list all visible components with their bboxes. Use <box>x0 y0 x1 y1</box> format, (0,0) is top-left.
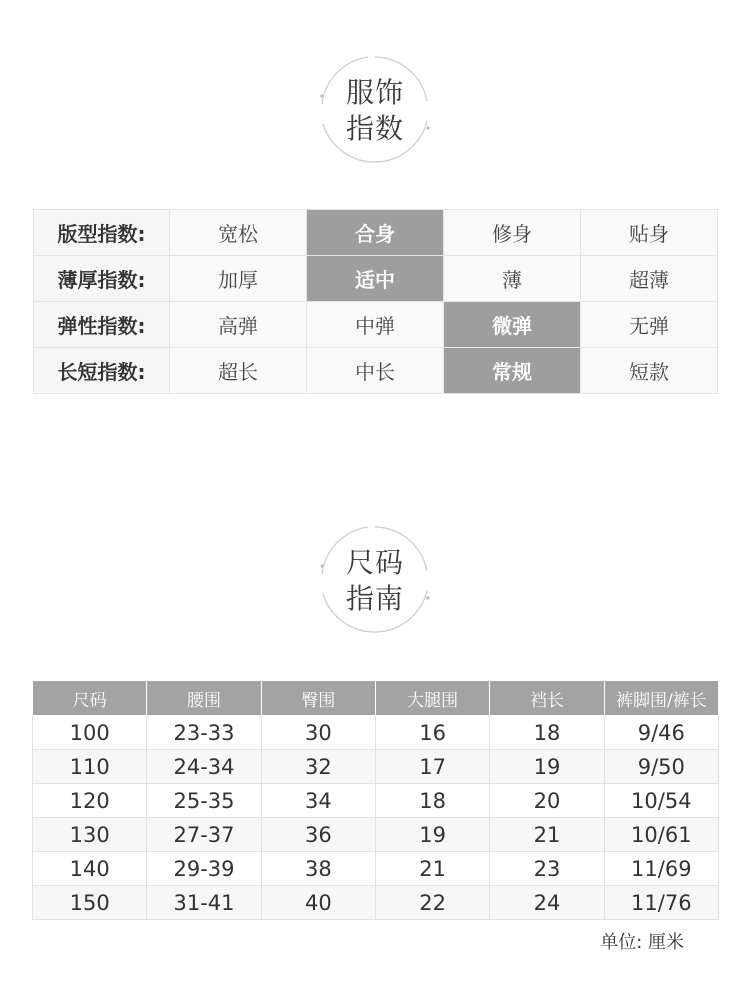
table-row <box>33 716 719 750</box>
size-cell: 24-34 <box>147 750 261 784</box>
clothing-index-badge <box>320 56 430 166</box>
size-cell: 11/76 <box>604 886 718 920</box>
size-cell: 10/61 <box>604 818 718 852</box>
size-cell: 140 <box>33 852 147 886</box>
size-column-header: 臀围 <box>261 681 375 716</box>
fit-option-selected: 适中 <box>307 256 444 302</box>
size-column-header: 裤脚围/裤长 <box>604 681 718 716</box>
size-cell: 16 <box>375 716 489 750</box>
size-cell: 11/69 <box>604 852 718 886</box>
size-cell: 30 <box>261 716 375 750</box>
size-cell: 34 <box>261 784 375 818</box>
size-column-header: 腰围 <box>147 681 261 716</box>
fit-option: 宽松 <box>170 210 307 256</box>
size-cell: 32 <box>261 750 375 784</box>
fit-option: 中弹 <box>307 302 444 348</box>
size-column-header: 大腿围 <box>375 681 489 716</box>
size-cell: 120 <box>33 784 147 818</box>
table-row <box>33 818 719 852</box>
size-cell: 29-39 <box>147 852 261 886</box>
size-cell: 110 <box>33 750 147 784</box>
fit-option: 无弹 <box>581 302 718 348</box>
fit-index-label: 薄厚指数: <box>34 256 170 302</box>
table-row <box>33 886 719 920</box>
size-cell: 150 <box>33 886 147 920</box>
badge-title-line1: 服饰 <box>345 76 404 109</box>
fit-index-label: 弹性指数: <box>34 302 170 348</box>
table-row <box>33 750 719 784</box>
fit-option-selected: 常规 <box>444 348 581 394</box>
size-cell: 23 <box>490 852 604 886</box>
size-cell: 9/50 <box>604 750 718 784</box>
fit-index-row <box>34 256 718 302</box>
fit-option: 高弹 <box>170 302 307 348</box>
size-guide-badge <box>320 526 430 636</box>
size-cell: 21 <box>375 852 489 886</box>
size-cell: 31-41 <box>147 886 261 920</box>
fit-option: 贴身 <box>581 210 718 256</box>
fit-index-row <box>34 210 718 256</box>
fit-index-row <box>34 302 718 348</box>
size-cell: 18 <box>490 716 604 750</box>
size-cell: 25-35 <box>147 784 261 818</box>
size-cell: 10/54 <box>604 784 718 818</box>
size-cell: 21 <box>490 818 604 852</box>
fit-option: 短款 <box>581 348 718 394</box>
size-cell: 40 <box>261 886 375 920</box>
size-cell: 19 <box>375 818 489 852</box>
size-column-header: 尺码 <box>33 681 147 716</box>
size-cell: 19 <box>490 750 604 784</box>
size-column-header: 裆长 <box>490 681 604 716</box>
size-cell: 17 <box>375 750 489 784</box>
fit-option: 修身 <box>444 210 581 256</box>
fit-option: 超长 <box>170 348 307 394</box>
size-cell: 9/46 <box>604 716 718 750</box>
size-cell: 23-33 <box>147 716 261 750</box>
fit-option: 超薄 <box>581 256 718 302</box>
fit-option-selected: 合身 <box>307 210 444 256</box>
size-cell: 22 <box>375 886 489 920</box>
fit-option: 薄 <box>444 256 581 302</box>
fit-option: 加厚 <box>170 256 307 302</box>
fit-index-label: 版型指数: <box>34 210 170 256</box>
table-row <box>33 784 719 818</box>
size-cell: 130 <box>33 818 147 852</box>
size-cell: 36 <box>261 818 375 852</box>
unit-note: 单位: 厘米 <box>600 932 684 953</box>
size-cell: 20 <box>490 784 604 818</box>
fit-index-table <box>33 209 718 394</box>
size-cell: 27-37 <box>147 818 261 852</box>
size-cell: 24 <box>490 886 604 920</box>
fit-index-label: 长短指数: <box>34 348 170 394</box>
size-guide-table <box>32 680 719 920</box>
size-cell: 38 <box>261 852 375 886</box>
fit-index-row <box>34 348 718 394</box>
fit-option-selected: 微弹 <box>444 302 581 348</box>
fit-option: 中长 <box>307 348 444 394</box>
badge-title-line1: 尺码 <box>345 546 404 579</box>
badge-title-line2: 指南 <box>345 582 404 615</box>
badge-title-line2: 指数 <box>345 112 404 145</box>
size-cell: 100 <box>33 716 147 750</box>
table-row <box>33 852 719 886</box>
size-cell: 18 <box>375 784 489 818</box>
